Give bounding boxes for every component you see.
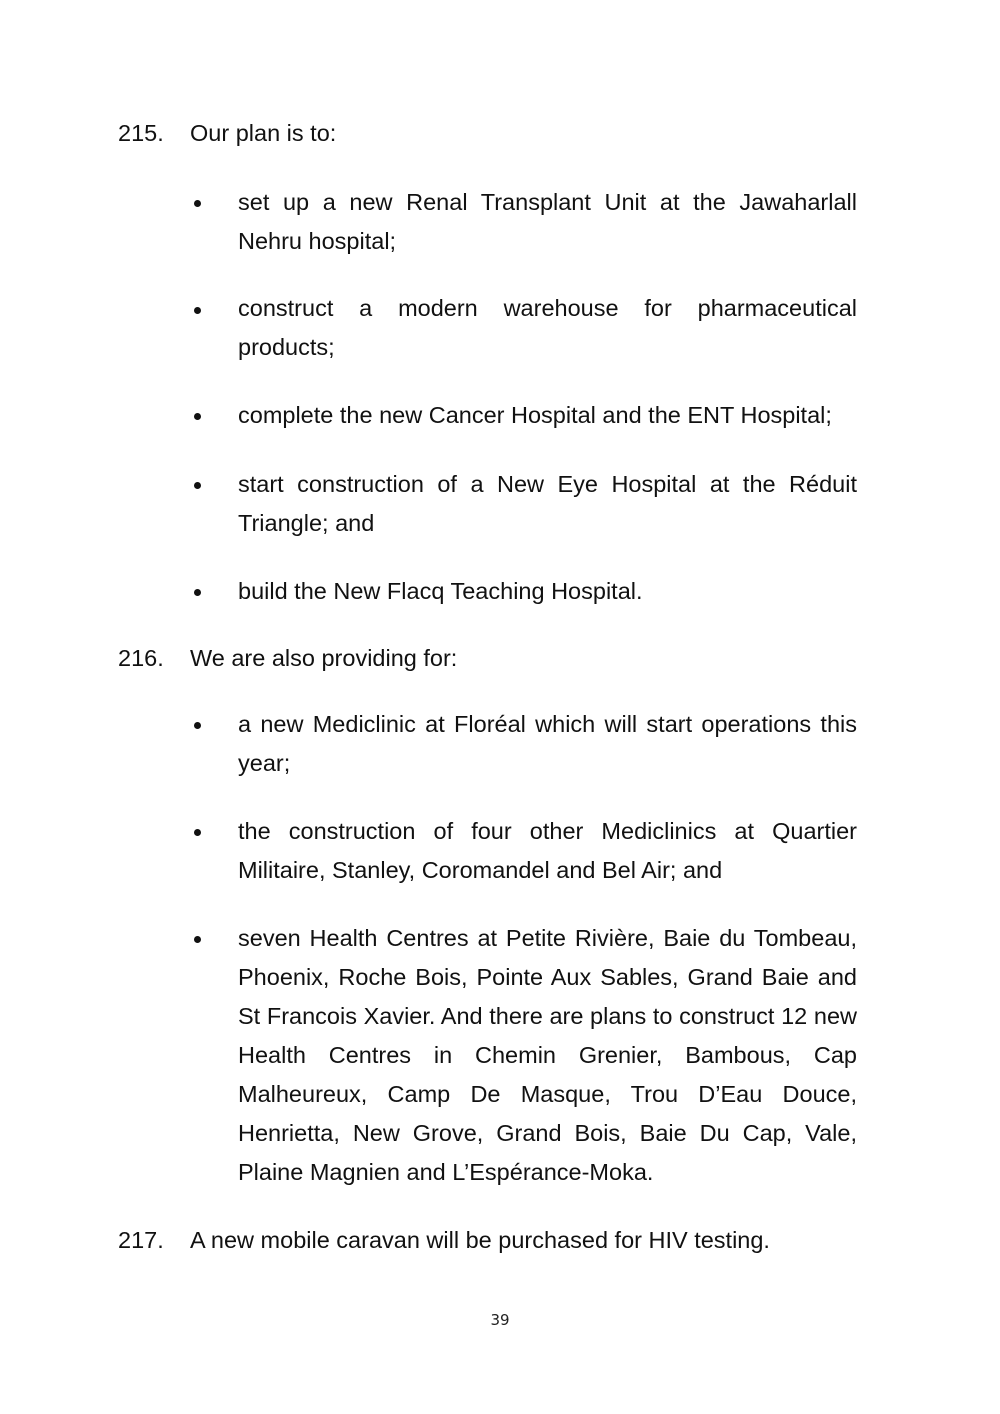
- bullet-icon: [194, 413, 201, 420]
- page-number: 39: [490, 1311, 510, 1329]
- bullet-icon: [194, 936, 201, 943]
- bullet-item: build the New Flacq Teaching Hospital.: [238, 578, 643, 604]
- paragraph-text: Our plan is to:: [190, 120, 337, 146]
- bullet-icon: [194, 829, 201, 836]
- paragraph-text: A new mobile caravan will be purchased for HIV testing.: [190, 1227, 770, 1253]
- bullet-item: the construction of four other Mediclinics at Quartier Militaire, Stanley, Coromandel and Bel Air; and: [238, 818, 857, 883]
- paragraph-number: 216.: [118, 645, 164, 671]
- paragraph-number: 217.: [118, 1227, 164, 1253]
- bullet-item: start construction of a New Eye Hospital at the Réduit Triangle; and: [238, 471, 857, 536]
- bullet-item: a new Mediclinic at Floréal which will start operations this year;: [238, 711, 857, 776]
- paragraph-text: We are also providing for:: [190, 645, 458, 671]
- bullet-item: seven Health Centres at Petite Rivière, Baie du Tombeau, Phoenix, Roche Bois, Pointe Aux Sables, Grand Baie and St Francois Xavier. And there are plans to construct 12 new Health Centres in Chemin Grenier, Bambous, Cap Malheureux, Camp De Masque, Trou D’Eau Douce, Henrietta, New Grove, Grand Bois, Baie Du Cap, Vale, Plaine Magnien and L’Espérance-Moka.: [238, 925, 857, 1185]
- paragraph-number: 215.: [118, 120, 164, 146]
- bullet-icon: [194, 482, 201, 489]
- bullet-icon: [194, 200, 201, 207]
- bullet-item: construct a modern warehouse for pharmaceutical products;: [238, 295, 857, 360]
- bullet-icon: [194, 307, 201, 314]
- bullet-icon: [194, 589, 201, 596]
- bullet-icon: [194, 722, 201, 729]
- bullet-item: complete the new Cancer Hospital and the ENT Hospital;: [238, 402, 832, 428]
- bullet-item: set up a new Renal Transplant Unit at the Jawaharlall Nehru hospital;: [238, 189, 857, 254]
